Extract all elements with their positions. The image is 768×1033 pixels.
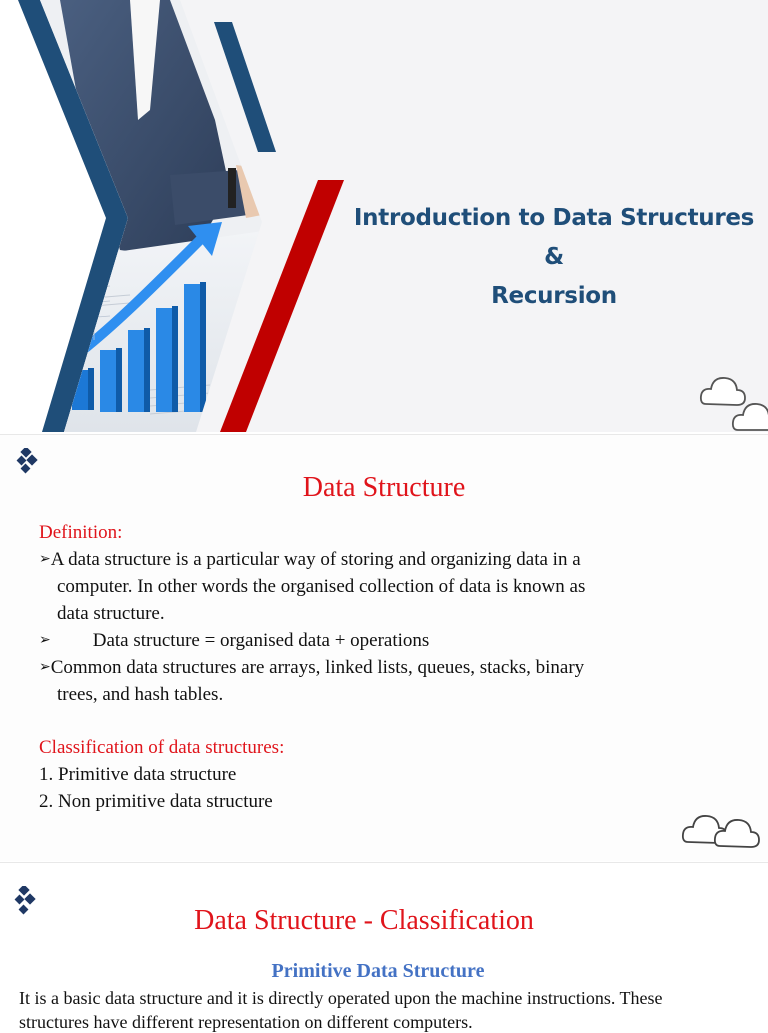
slide-title: [334, 199, 768, 316]
slide-title: Data Structure - Classification: [194, 905, 534, 936]
bullet-line: ➢Common data structures are arrays, linked lists, queues, stacks, binary: [39, 657, 585, 678]
diamond-bullet-icon: [14, 448, 42, 474]
slide-title-line-1: Introduction to Data Structures: [353, 205, 755, 231]
bullet-line: data structure.: [57, 603, 165, 624]
slide-title-line-2: &: [544, 244, 564, 270]
cloud-icon: [701, 378, 768, 430]
cloud-icon: [680, 806, 760, 852]
arrow-bullet-icon: ➢: [39, 659, 51, 675]
section-subtitle: Primitive Data Structure: [271, 960, 485, 982]
slide-title: Data Structure: [302, 472, 466, 503]
body-line: It is a basic data structure and it is directly operated upon the machine instructions. These: [19, 988, 663, 1008]
classification-item: 2. Non primitive data structure: [39, 791, 273, 812]
definition-label: Definition:: [39, 522, 123, 543]
title-slide: [0, 0, 768, 432]
bullet-line: computer. In other words the organised collection of data is known as: [57, 576, 586, 597]
slide-title-line-3: Recursion: [491, 283, 617, 309]
bullet-line: ➢A data structure is a particular way of storing and organizing data in a: [39, 549, 581, 570]
bullet-line: ➢ Data structure = organised data + operations: [39, 630, 430, 651]
arrow-bullet-icon: ➢: [39, 632, 51, 648]
classification-label: Classification of data structures:: [39, 737, 285, 758]
arrow-bullet-icon: ➢: [39, 551, 51, 567]
body-line: structures have different representation on different computers.: [19, 1012, 473, 1032]
bullet-line: trees, and hash tables.: [57, 684, 224, 705]
classification-item: 1. Primitive data structure: [39, 764, 237, 785]
